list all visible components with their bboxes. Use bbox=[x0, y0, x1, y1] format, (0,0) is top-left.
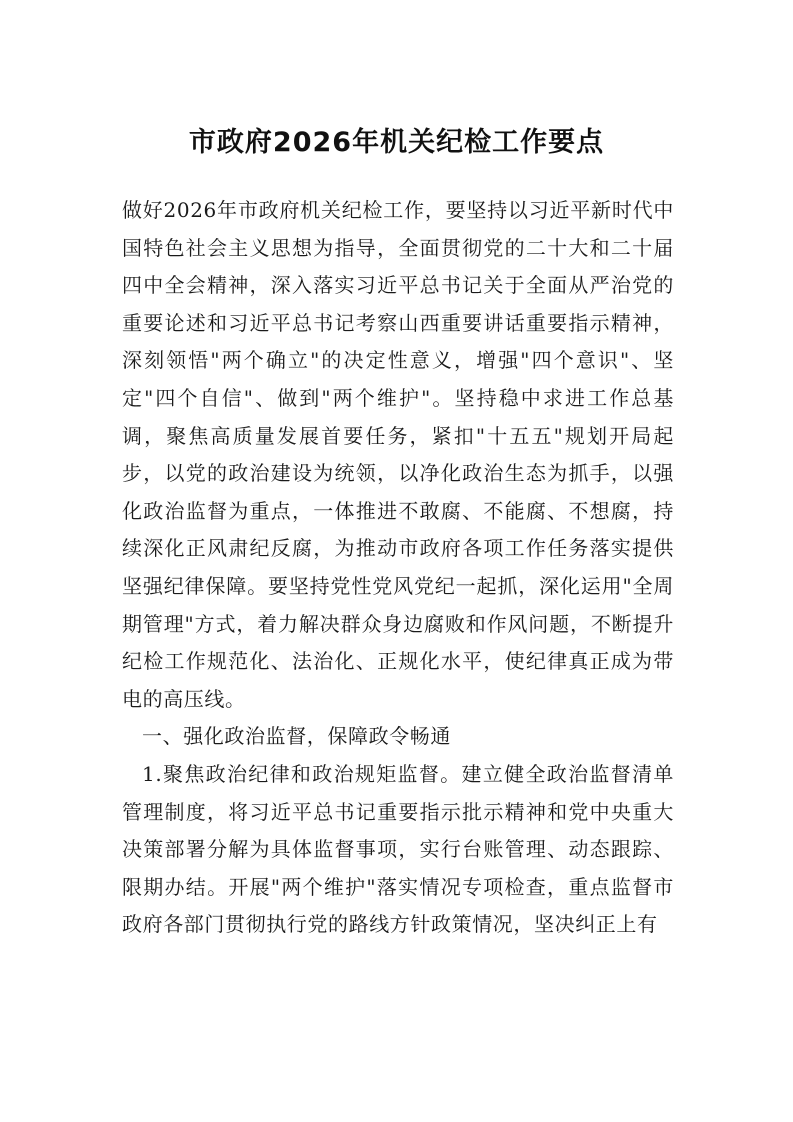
item-paragraph-1: 1.聚焦政治纪律和政治规矩监督。建立健全政治监督清单管理制度，将习近平总书记重要指示批示精神和党中央重大决策部署分解为具体监督事项，实行台账管理、动态跟踪、限期办结。开展"两个维护"落实情况专项检查，重点监督市政府各部门贯彻执行党的路线方针政策情况，坚决纠正上有 bbox=[122, 761, 674, 937]
document-title: 市政府2026年机关纪检工作要点 bbox=[188, 127, 605, 158]
section-heading-1: 一、强化政治监督，保障政令畅通 bbox=[142, 724, 451, 749]
intro-paragraph: 做好2026年市政府机关纪检工作，要坚持以习近平新时代中国特色社会主义思想为指导，全面贯彻党的二十大和二十届四中全会精神，深入落实习近平总书记关于全面从严治党的重要论述和习近平总书记考察山西重要讲话重要指示精神，深刻领悟"两个确立"的决定性意义，增强"四个意识"、坚定"四个自信"、做到"两个维护"。坚持稳中求进工作总基调，聚焦高质量发展首要任务，紧扣"十五五"规划开局起步，以党的政治建设为统领，以净化政治生态为抓手，以强化政治监督为重点，一体推进不敢腐、不能腐、不想腐，持续深化正风肃纪反腐，为推动市政府各项工作任务落实提供坚强纪律保障。要坚持党性党风党纪一起抓，深化运用"全周期管理"方式，着力解决群众身边腐败和作风问题，不断提升纪检工作规范化、法治化、正规化水平，使纪律真正成为带电的高压线。 bbox=[122, 198, 674, 711]
document-body bbox=[122, 192, 674, 944]
